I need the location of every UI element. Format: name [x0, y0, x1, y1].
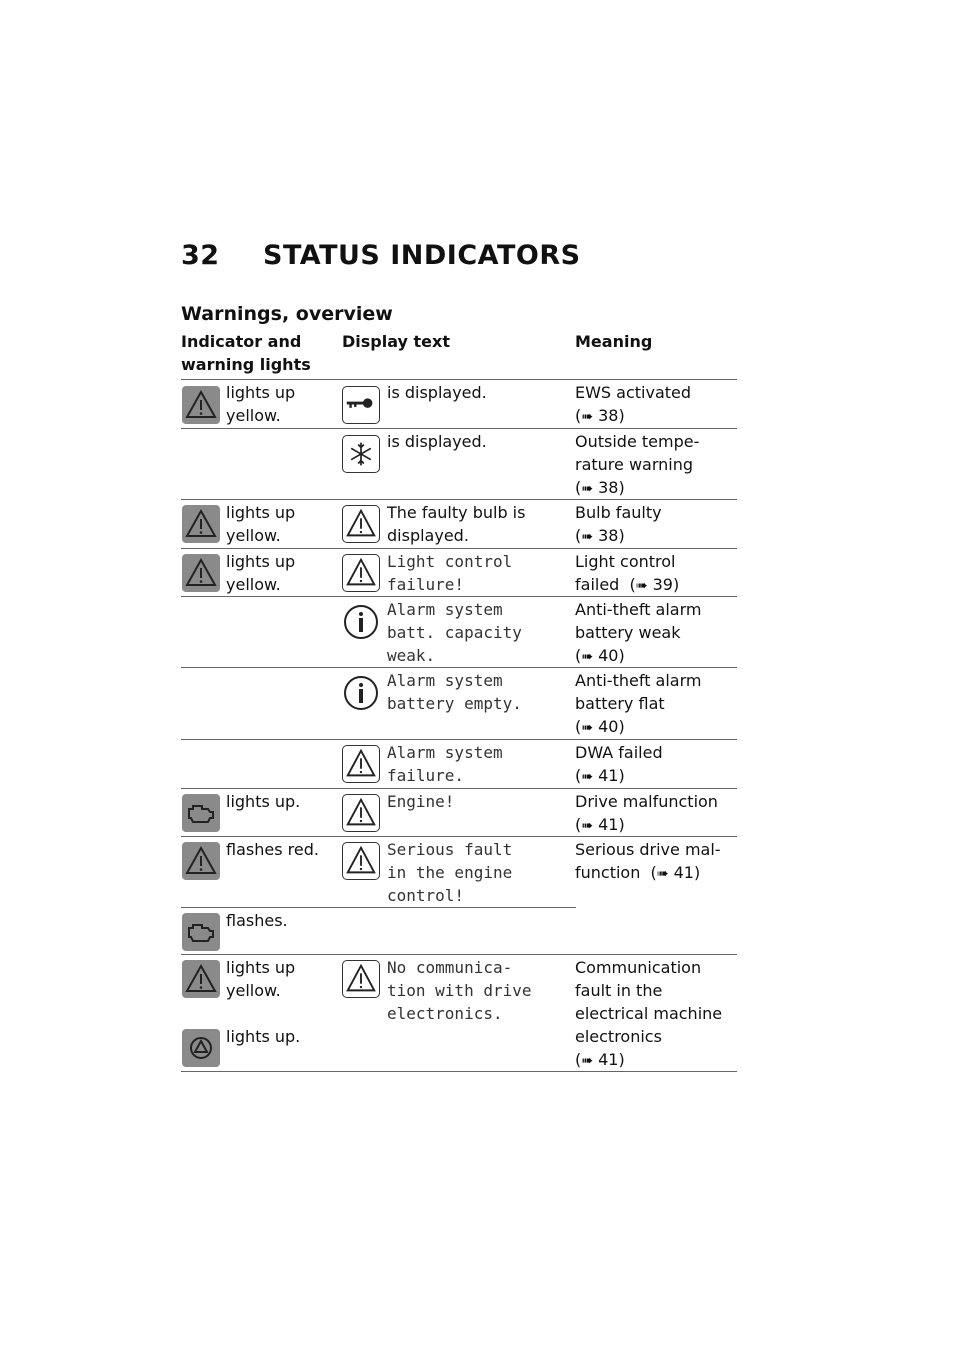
meaning-label: Anti-theft alarm battery flat	[575, 671, 702, 713]
arrow-icon: ➠	[581, 409, 593, 425]
table-row	[181, 548, 737, 596]
meaning-text	[575, 669, 701, 740]
display-text: is displayed.	[387, 383, 487, 402]
display-text: No communica- tion with drive electronics.	[387, 958, 532, 1023]
indicator-text: lights up.	[226, 792, 301, 811]
page-reference[interactable]: (➠ 39)	[624, 575, 679, 594]
arrow-icon: ➠	[581, 818, 593, 834]
arrow-icon: ➠	[581, 649, 593, 665]
arrow-icon: ➠	[581, 1053, 593, 1069]
table-row	[181, 788, 737, 836]
info-icon	[342, 603, 380, 641]
key-icon	[342, 386, 380, 424]
arrow-icon: ➠	[581, 529, 593, 545]
page-reference[interactable]: (➠ 41)	[645, 863, 700, 882]
display-text: Light control failure!	[387, 552, 513, 594]
page-reference[interactable]: (➠ 40)	[575, 646, 625, 665]
indicator-text: lights up yellow.	[226, 552, 296, 594]
ref-page: 41	[598, 1050, 619, 1069]
engine-icon	[182, 913, 220, 951]
page-reference[interactable]: (➠ 41)	[575, 766, 625, 785]
indicator-text: flashes.	[226, 911, 288, 930]
column-header-meaning: Meaning	[575, 332, 653, 351]
warning-triangle-icon	[182, 554, 220, 592]
warning-triangle-icon	[342, 960, 380, 998]
meaning-text	[575, 381, 691, 429]
page-reference[interactable]: (➠ 41)	[575, 1050, 625, 1069]
ref-page: 41	[598, 766, 619, 785]
meaning-label: Communication fault in the electrical machine electronics	[575, 958, 723, 1046]
warning-triangle-icon	[182, 842, 220, 880]
display-text: is displayed.	[387, 432, 487, 451]
arrow-icon: ➠	[635, 578, 648, 594]
meaning-label: Drive malfunction	[575, 792, 718, 811]
display-text: Serious fault in the engine control!	[387, 840, 513, 905]
warning-triangle-icon	[182, 505, 220, 543]
table-row	[181, 954, 737, 1072]
table-row	[181, 379, 737, 428]
meaning-label: Outside tempe- rature warning	[575, 432, 700, 474]
arrow-icon: ➠	[581, 481, 593, 497]
warning-triangle-icon	[342, 554, 380, 592]
ref-page: 38	[598, 526, 619, 545]
display-text: Engine!	[387, 792, 455, 811]
warning-triangle-icon	[342, 505, 380, 543]
meaning-label: Serious drive mal- function	[575, 840, 721, 882]
page-reference[interactable]: (➠ 38)	[575, 406, 625, 425]
meaning-text	[575, 956, 722, 1073]
meaning-text	[575, 741, 663, 789]
row-divider	[181, 907, 576, 908]
ref-page: 40	[598, 717, 619, 736]
meaning-text	[575, 598, 701, 669]
ref-page: 41	[598, 815, 619, 834]
arrow-icon: ➠	[581, 720, 593, 736]
meaning-text	[575, 430, 699, 501]
column-header-display: Display text	[342, 332, 450, 351]
arrow-icon: ➠	[581, 769, 593, 785]
warning-triangle-icon	[342, 842, 380, 880]
meaning-text	[575, 550, 679, 598]
chapter-title: STATUS INDICATORS	[263, 240, 581, 271]
meaning-text	[575, 501, 662, 549]
meaning-text	[575, 838, 721, 886]
warning-triangle-icon	[342, 745, 380, 783]
arrow-icon: ➠	[656, 866, 669, 882]
engine-icon	[182, 794, 220, 832]
display-text: Alarm system battery empty.	[387, 671, 522, 713]
meaning-label: Light control failed	[575, 552, 676, 594]
table-row	[181, 499, 737, 548]
meaning-label: Anti-theft alarm battery weak	[575, 600, 702, 642]
info-icon	[342, 674, 380, 712]
warning-triangle-icon	[182, 960, 220, 998]
warning-triangle-icon	[342, 794, 380, 832]
display-text: Alarm system failure.	[387, 743, 503, 785]
snowflake-icon	[342, 435, 380, 473]
indicator-text: lights up yellow.	[226, 383, 296, 425]
page-header	[181, 240, 581, 271]
table-row	[181, 836, 737, 954]
column-header-indicator: Indicator and warning lights	[181, 332, 311, 374]
ref-page: 39	[652, 575, 673, 594]
ref-page: 38	[598, 478, 619, 497]
table-row	[181, 739, 737, 788]
table-row	[181, 667, 737, 739]
page-reference[interactable]: (➠ 41)	[575, 815, 625, 834]
display-text: The faulty bulb is displayed.	[387, 503, 526, 545]
ref-page: 41	[673, 863, 694, 882]
table-row	[181, 428, 737, 499]
ref-page: 40	[598, 646, 619, 665]
indicator-text: lights up yellow.	[226, 503, 296, 545]
warning-triangle-icon	[182, 386, 220, 424]
meaning-text	[575, 790, 718, 838]
meaning-label: EWS activated	[575, 383, 692, 402]
section-title: Warnings, overview	[181, 303, 393, 325]
page-reference[interactable]: (➠ 40)	[575, 717, 625, 736]
meaning-label: DWA failed	[575, 743, 663, 762]
indicator-text: lights up.	[226, 1027, 301, 1046]
indicator-text: flashes red.	[226, 840, 319, 859]
display-text: Alarm system batt. capacity weak.	[387, 600, 522, 665]
page-number: 32	[181, 240, 220, 271]
table-row	[181, 596, 737, 667]
ref-page: 38	[598, 406, 619, 425]
warnings-table	[181, 379, 737, 1072]
page-reference[interactable]: (➠ 38)	[575, 478, 625, 497]
meaning-label: Bulb faulty	[575, 503, 662, 522]
page-reference[interactable]: (➠ 38)	[575, 526, 625, 545]
drive-warning-icon	[182, 1029, 220, 1067]
indicator-text: lights up yellow.	[226, 958, 296, 1000]
